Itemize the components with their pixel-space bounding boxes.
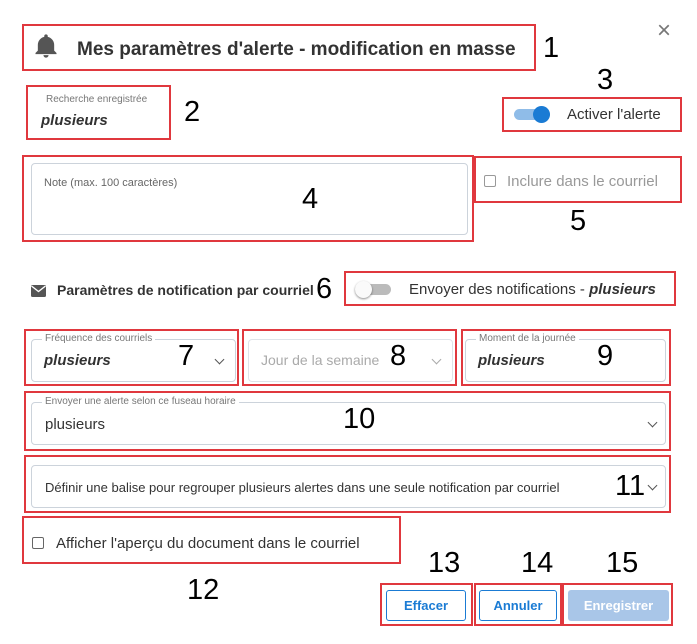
annotation-6: 6: [316, 273, 333, 305]
annotation-10: 10: [343, 403, 376, 435]
email-section-title: Paramètres de notification par courriel: [57, 282, 314, 298]
dialog-title: Mes paramètres d'alerte - modification en masse: [77, 39, 516, 60]
annotation-box-3: [502, 97, 682, 132]
annotation-3: 3: [597, 64, 614, 96]
annotation-box-7: [24, 329, 239, 386]
annotation-13: 13: [428, 547, 461, 579]
annotation-1: 1: [543, 32, 560, 64]
annotation-15: 15: [606, 547, 639, 579]
save-button[interactable]: Enregistrer: [568, 590, 669, 621]
annotation-box-15: [562, 583, 673, 626]
annotation-box-2: [26, 85, 171, 140]
annotation-12: 12: [187, 574, 220, 606]
annotation-box-1: [22, 24, 536, 71]
envelope-icon: [31, 284, 46, 296]
annotation-14: 14: [521, 547, 554, 579]
activate-alert-label: Activer l'alerte: [567, 106, 661, 123]
annotation-box-4: [22, 155, 474, 242]
send-notifications-text: Envoyer des notifications -: [409, 281, 590, 298]
send-notifications-value: plusieurs: [589, 281, 656, 298]
frequency-value: plusieurs: [44, 352, 111, 369]
annotation-box-6: [344, 271, 676, 306]
annotation-7: 7: [178, 340, 195, 372]
annotation-4: 4: [302, 183, 319, 215]
annotation-9: 9: [597, 340, 614, 372]
preview-label: Afficher l'aperçu du document dans le courriel: [56, 535, 360, 552]
saved-search-value: plusieurs: [41, 112, 108, 129]
annotation-2: 2: [184, 96, 201, 128]
annotation-11: 11: [615, 470, 646, 502]
annotation-box-9: [461, 329, 671, 386]
frequency-label: Fréquence des courriels: [42, 333, 155, 344]
weekday-placeholder: Jour de la semaine: [261, 352, 380, 368]
timezone-label: Envoyer une alerte selon ce fuseau horaire: [42, 396, 239, 407]
annotation-box-8: [242, 329, 457, 386]
timezone-value: plusieurs: [45, 416, 106, 433]
close-icon[interactable]: ×: [657, 17, 672, 44]
annotation-box-11: [24, 455, 671, 513]
time-of-day-value: plusieurs: [478, 352, 545, 369]
annotation-box-12: [22, 516, 401, 564]
include-in-email-label: Inclure dans le courriel: [507, 173, 658, 190]
time-of-day-label: Moment de la journée: [476, 333, 579, 344]
tag-placeholder: Définir une balise pour regrouper plusieurs alertes dans une seule notification par courriel: [45, 480, 560, 495]
annotation-5: 5: [570, 205, 587, 237]
cancel-button[interactable]: Annuler: [479, 590, 557, 621]
annotation-box-13: [380, 583, 473, 626]
note-placeholder: Note (max. 100 caractères): [44, 177, 178, 189]
clear-button[interactable]: Effacer: [386, 590, 466, 621]
saved-search-label: Recherche enregistrée: [46, 94, 148, 105]
annotation-box-5: [474, 156, 682, 203]
annotation-box-14: [474, 583, 562, 626]
annotation-8: 8: [390, 340, 407, 372]
